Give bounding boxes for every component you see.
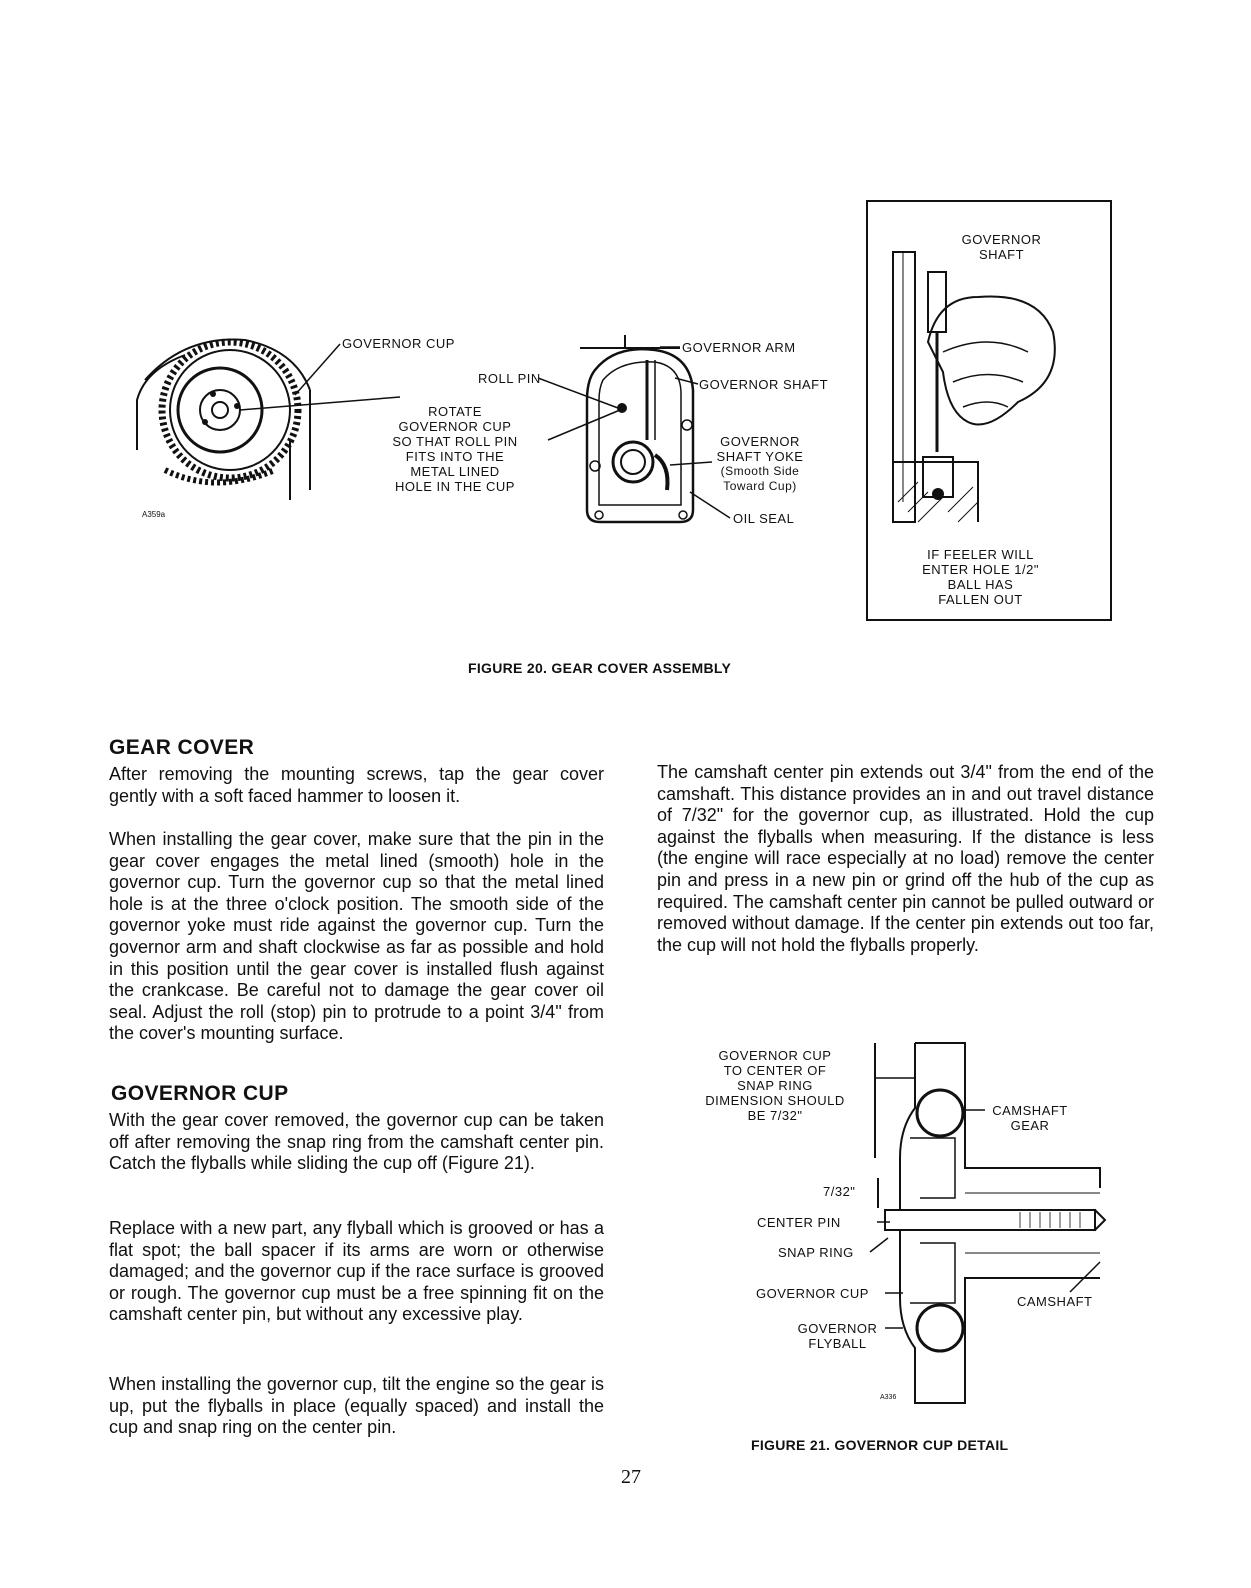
shaft-yoke-line: GOVERNOR: [720, 434, 800, 449]
governor-flyball-line: GOVERNOR: [797, 1321, 878, 1336]
label-roll-pin: ROLL PIN: [478, 371, 541, 386]
label-governor-arm: GOVERNOR ARM: [682, 340, 796, 355]
governor-cup-heading: GOVERNOR CUP: [111, 1082, 289, 1105]
rotate-note-line: METAL LINED: [410, 464, 500, 479]
governor-cup-p3: When installing the governor cup, tilt the engine so the gear is up, put the flyballs in place (equally spaced) and install the cup and snap ring on the center pin.: [109, 1374, 604, 1438]
dimension-note-line: TO CENTER OF: [723, 1063, 827, 1078]
label-oil-seal: OIL SEAL: [733, 511, 795, 526]
rotate-note-line: SO THAT ROLL PIN: [392, 434, 518, 449]
shaft-yoke-line: (Smooth Side: [720, 464, 800, 478]
governor-cup-p1: With the gear cover removed, the governor cup can be taken off after removing the snap ring from the camshaft center pin. Catch the flyballs while sliding the cup off (Figure 21).: [109, 1110, 604, 1174]
governor-flyball-label: [790, 1321, 885, 1351]
governor-flyball-line: FLYBALL: [808, 1336, 867, 1351]
page-number: 27: [621, 1466, 641, 1488]
gear-cover-p2: When installing the gear cover, make sure that the pin in the gear cover engages the metal lined (smooth) hole in the governor cup. Turn the governor cup so that the metal lined hole is at the three o'clock position. The smooth side of the governor yoke must ride against the governor cup. Turn the governor arm and shaft clockwise as far as possible and hold in this position until the gear cover is installed flush against the crankcase. Be careful not to damage the gear cover oil seal. Adjust the roll (stop) pin to protrude to a point 3/4" from the cover's mounting surface.: [109, 829, 604, 1044]
dimension-note-line: DIMENSION SHOULD: [705, 1093, 845, 1108]
rotate-note-line: FITS INTO THE: [405, 449, 505, 464]
inset-note-line: IF FEELER WILL: [927, 547, 1034, 562]
inset-note-line: FALLEN OUT: [938, 592, 1023, 607]
camshaft-gear-line: CAMSHAFT: [992, 1103, 1068, 1118]
rotate-note-line: HOLE IN THE CUP: [395, 479, 515, 494]
inset-top-line: SHAFT: [978, 247, 1025, 262]
snap-ring-label: SNAP RING: [778, 1245, 854, 1260]
governor-cup-p2: Replace with a new part, any flyball which is grooved or has a flat spot; the ball spacer if its arms are worn or otherwise damaged; and the governor cup if the race surface is grooved or rough. The governor cup must be a free spinning fit on the camshaft center pin, but without any excessive play.: [109, 1218, 604, 1325]
dimension-note: [705, 1048, 845, 1123]
dim-7-32-label: 7/32": [823, 1184, 856, 1199]
dimension-note-line: BE 7/32": [747, 1108, 803, 1123]
camshaft-gear-line: GEAR: [1010, 1118, 1050, 1133]
dimension-note-line: SNAP RING: [737, 1078, 813, 1093]
gear-cover-heading: GEAR COVER: [109, 736, 255, 759]
center-pin-label: CENTER PIN: [757, 1215, 841, 1230]
gear-cover-p1: After removing the mounting screws, tap the gear cover gently with a soft faced hammer to loosen it.: [109, 764, 604, 806]
figure-21-caption: FIGURE 21. GOVERNOR CUP DETAIL: [751, 1437, 1009, 1453]
shaft-yoke-line: Toward Cup): [723, 479, 797, 493]
figure-21-code: A336: [880, 1394, 897, 1401]
label-governor-cup: GOVERNOR CUP: [342, 336, 455, 351]
governor-cup-label: GOVERNOR CUP: [756, 1286, 869, 1301]
inset-note-line: BALL HAS: [947, 577, 1014, 592]
dimension-note-line: GOVERNOR CUP: [718, 1048, 832, 1063]
right-column-p1: The camshaft center pin extends out 3/4" from the end of the camshaft. This distance provides an in and out travel distance of 7/32" for the governor cup, as illustrated. Hold the cup against the flyballs when measuring. If the distance is less (the engine will race especially at no load) remove the center pin and press in a new pin or grind off the hub of the cup as required. The camshaft center pin cannot be pulled outward or removed without damage. If the center pin extends out too far, the cup will not hold the flyballs properly.: [657, 762, 1154, 955]
label-governor-shaft: GOVERNOR SHAFT: [699, 377, 829, 392]
inset-note-line: ENTER HOLE 1/2": [922, 562, 1039, 577]
figure-20-caption: FIGURE 20. GEAR COVER ASSEMBLY: [468, 660, 732, 676]
rotate-note-line: GOVERNOR CUP: [398, 419, 512, 434]
camshaft-gear-label: [985, 1103, 1075, 1133]
shaft-yoke-line: SHAFT YOKE: [716, 449, 804, 464]
figure-code: A359a: [142, 510, 166, 519]
inset-top-line: GOVERNOR: [961, 232, 1042, 247]
camshaft-label: CAMSHAFT: [1017, 1294, 1093, 1309]
rotate-note-line: ROTATE: [428, 404, 482, 419]
